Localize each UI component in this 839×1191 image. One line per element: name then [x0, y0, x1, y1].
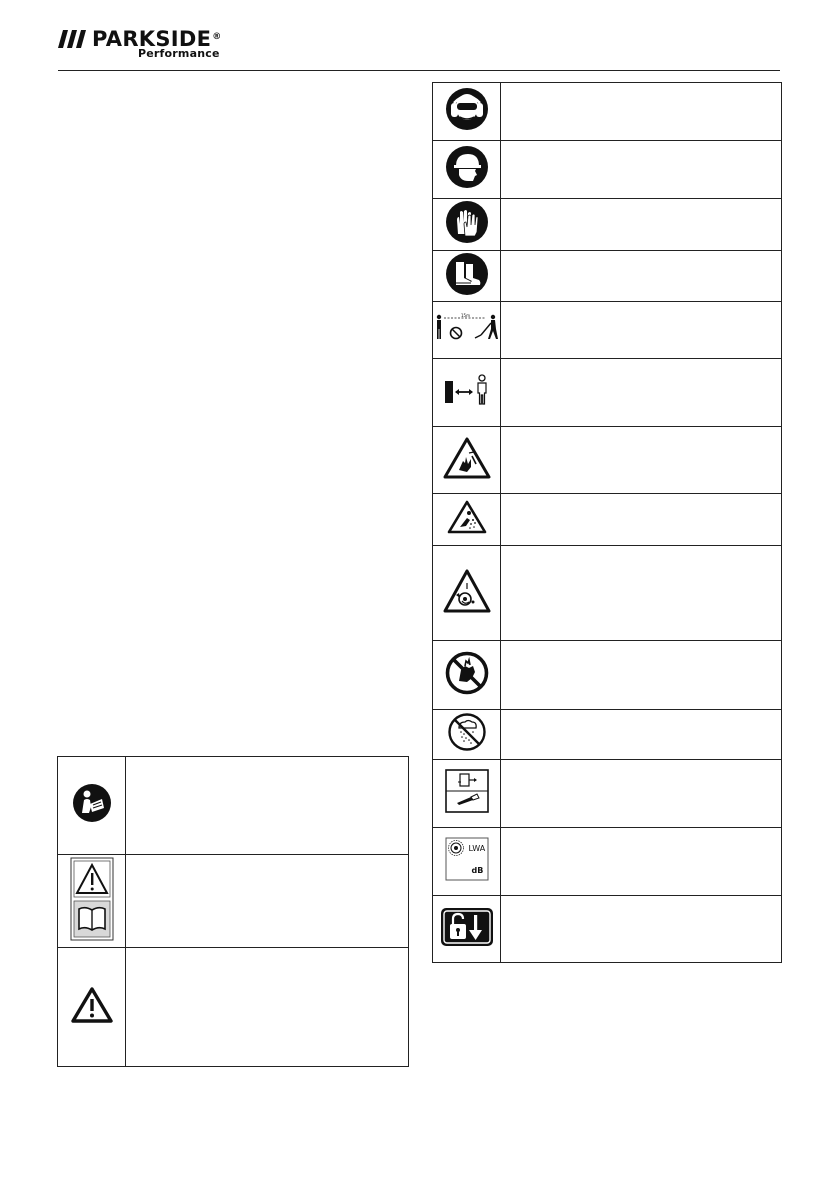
- registered-mark: ®: [212, 32, 222, 42]
- symbol-description: [501, 828, 782, 896]
- symbol-row: [433, 83, 782, 141]
- symbol-row: [433, 546, 782, 641]
- symbol-description: [501, 359, 782, 427]
- symbol-row: [433, 251, 782, 302]
- header-divider: [58, 70, 780, 71]
- symbol-row: [433, 828, 782, 896]
- symbol-description: [501, 546, 782, 641]
- gloves-icon: [445, 200, 489, 244]
- symbol-description: [501, 760, 782, 828]
- brand-slashes-icon: [58, 30, 88, 48]
- symbol-icon-cell: [433, 427, 501, 494]
- symbol-row: [433, 427, 782, 494]
- symbol-row: [58, 855, 409, 948]
- symbol-description: [501, 141, 782, 199]
- safety-boots-icon: [445, 252, 489, 296]
- symbol-icon-cell: [433, 828, 501, 896]
- no-rain-icon: [447, 712, 487, 752]
- symbol-description: [501, 896, 782, 963]
- unlock-lever-icon: [440, 907, 494, 947]
- symbol-icon-cell: [433, 251, 501, 302]
- symbol-description: [126, 948, 409, 1067]
- eye-ear-protection-icon: [445, 87, 489, 131]
- symbol-row: [58, 757, 409, 855]
- brand-name: PARKSIDE: [92, 27, 212, 51]
- page-header: [58, 26, 780, 70]
- symbol-row: [433, 896, 782, 963]
- warning-read-manual-icon: [70, 857, 114, 941]
- rotating-blade-hazard-icon: [443, 569, 491, 613]
- read-manual-icon: [72, 783, 112, 823]
- no-damaged-hand-icon: [445, 651, 489, 695]
- sound-level-unit: dB: [471, 866, 484, 875]
- symbol-icon-cell: [58, 948, 126, 1067]
- warning-triangle-icon: [71, 987, 113, 1023]
- sound-level-label: LWA: [468, 844, 486, 853]
- cutting-hazard-icon: [443, 437, 491, 479]
- symbol-icon-cell: [433, 641, 501, 710]
- symbol-row: [433, 199, 782, 251]
- brand-sub: Performance: [138, 47, 220, 60]
- safety-distance-icon: [444, 374, 490, 406]
- symbol-description: [501, 494, 782, 546]
- symbol-icon-cell: [433, 760, 501, 828]
- symbol-description: [501, 641, 782, 710]
- symbol-icon-cell: [58, 757, 126, 855]
- symbol-description: [501, 251, 782, 302]
- symbol-row: [433, 494, 782, 546]
- symbol-description: [501, 83, 782, 141]
- symbol-row: [58, 948, 409, 1067]
- symbol-row: [433, 641, 782, 710]
- head-protection-icon: [445, 145, 489, 189]
- symbol-description: [501, 427, 782, 494]
- symbol-icon-cell: [433, 710, 501, 760]
- symbol-icon-cell: [433, 141, 501, 199]
- symbol-description: [126, 757, 409, 855]
- sound-power-level-icon: [445, 837, 489, 881]
- symbol-description: [501, 710, 782, 760]
- symbol-icon-cell: [58, 855, 126, 948]
- symbol-icon-cell: [433, 546, 501, 641]
- symbol-table-left: [57, 756, 409, 1067]
- svg-text:15m: 15m: [460, 312, 470, 318]
- symbol-row: [433, 710, 782, 760]
- symbol-row: [433, 302, 782, 359]
- symbol-table-right: [432, 82, 782, 963]
- symbol-icon-cell: [433, 302, 501, 359]
- symbol-description: [501, 199, 782, 251]
- symbol-row: [433, 760, 782, 828]
- unplug-before-maintenance-icon: [445, 769, 489, 813]
- symbol-icon-cell: [433, 83, 501, 141]
- symbol-row: [433, 359, 782, 427]
- keep-distance-bystanders-icon: [435, 313, 499, 343]
- symbol-description: [501, 302, 782, 359]
- symbol-description: [126, 855, 409, 948]
- symbol-icon-cell: [433, 359, 501, 427]
- symbol-icon-cell: [433, 896, 501, 963]
- symbol-icon-cell: [433, 494, 501, 546]
- symbol-row: [433, 141, 782, 199]
- symbol-icon-cell: [433, 199, 501, 251]
- thrown-objects-icon: [447, 500, 487, 534]
